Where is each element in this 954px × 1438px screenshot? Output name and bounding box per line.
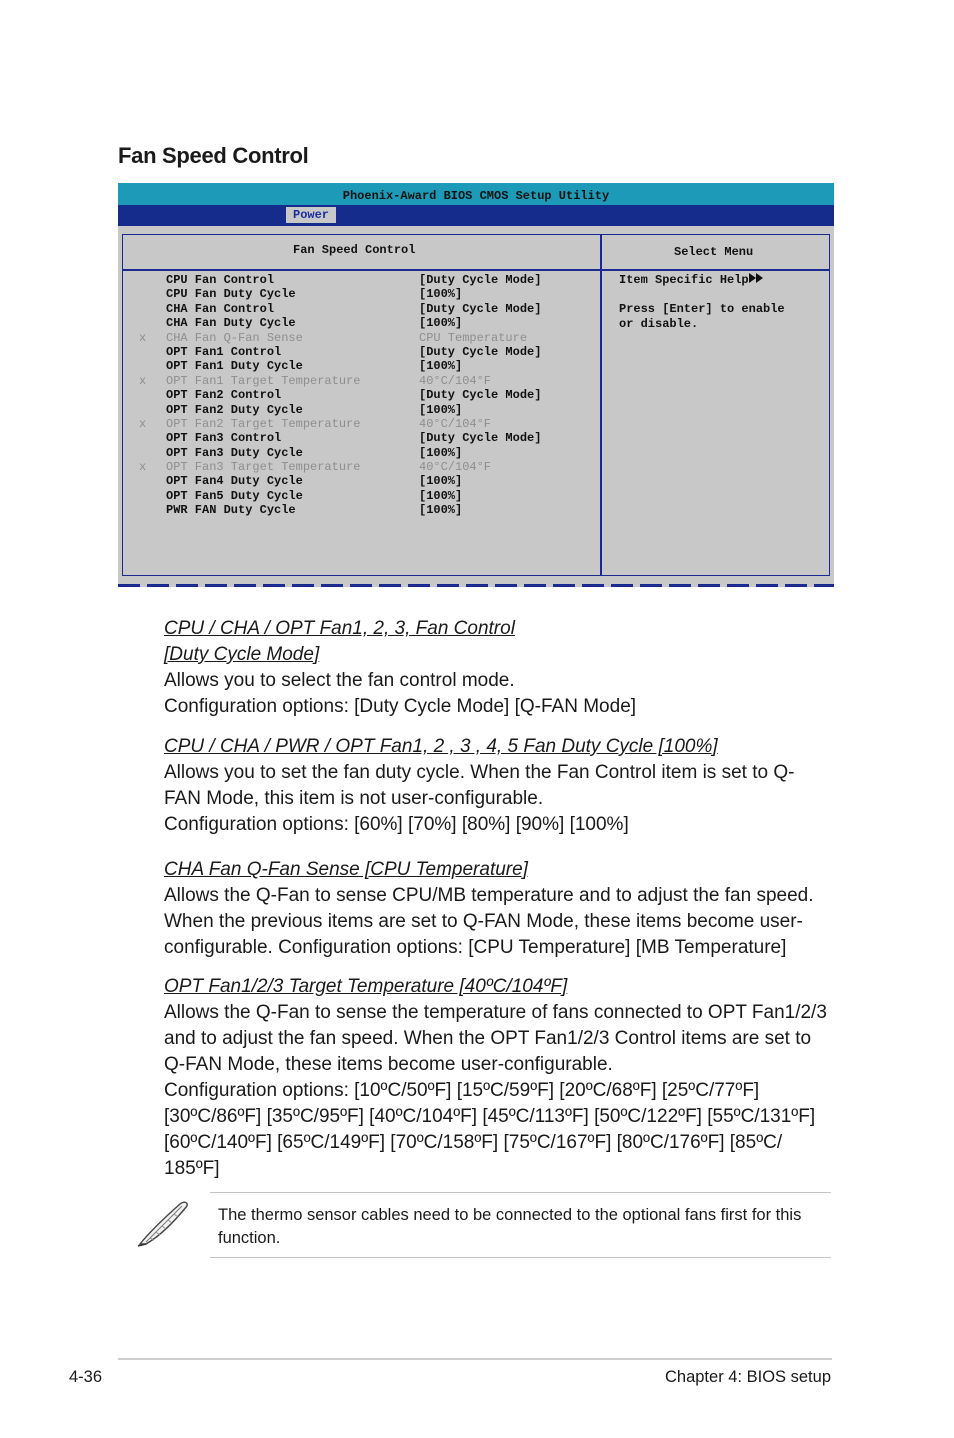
setting-label: OPT Fan1 Control: [166, 344, 282, 359]
help-line: or disable.: [619, 316, 699, 331]
setting-row-cpu-fan-duty-cycle[interactable]: [123, 287, 600, 301]
description-body: Allows the Q-Fan to sense CPU/MB temperature and to adjust the fan speed. When the previous items are set to Q-FAN Mode, these items become user-configurable. Configuration options: [CPU Temperature] [MB Temperature]: [164, 885, 814, 958]
setting-row-opt-fan3-control[interactable]: [123, 431, 600, 445]
tab-power[interactable]: Power: [286, 207, 336, 223]
setting-row-opt-fan4-duty-cycle[interactable]: [123, 474, 600, 488]
description-heading: CPU / CHA / PWR / OPT Fan1, 2 , 3 , 4, 5 Fan Duty Cycle [100%]: [164, 736, 718, 757]
settings-pane-title: Fan Speed Control: [293, 243, 416, 257]
setting-label: OPT Fan3 Target Temperature: [166, 460, 361, 475]
setting-row-opt-fan5-duty-cycle[interactable]: [123, 489, 600, 503]
setting-value: [100%]: [419, 287, 463, 302]
description-q-fan-sense: [164, 857, 836, 961]
help-line: Press [Enter] to enable: [619, 302, 785, 316]
setting-row-pwr-fan-duty-cycle[interactable]: [123, 503, 600, 517]
setting-row-opt-fan2-target-temperature: [123, 417, 600, 431]
setting-value: [100%]: [419, 359, 463, 374]
setting-row-cha-fan-duty-cycle[interactable]: [123, 316, 600, 330]
setting-label: OPT Fan4 Duty Cycle: [166, 474, 303, 489]
help-pane: [619, 273, 785, 331]
disabled-marker: x: [139, 416, 147, 431]
pane-divider-vertical: [600, 235, 602, 575]
setting-value: [Duty Cycle Mode]: [419, 388, 542, 403]
setting-row-opt-fan1-target-temperature: [123, 374, 600, 388]
help-pane-title: Select Menu: [674, 245, 754, 259]
disabled-marker: x: [139, 460, 147, 475]
help-blank: [619, 288, 785, 303]
description-heading: CPU / CHA / OPT Fan1, 2, 3, Fan Control: [164, 618, 515, 639]
setting-label: OPT Fan1 Duty Cycle: [166, 359, 303, 374]
setting-label: PWR FAN Duty Cycle: [166, 503, 296, 518]
description-body: Allows you to set the fan duty cycle. When the Fan Control item is set to Q-FAN Mode, this item is not user-configurable. Configuration options: [60%] [70%] [80%] [90%] [100%]: [164, 762, 795, 835]
setting-value: [100%]: [419, 445, 463, 460]
setting-label: CHA Fan Q-Fan Sense: [166, 330, 303, 345]
disabled-marker: x: [139, 373, 147, 388]
setting-value: [100%]: [419, 402, 463, 417]
pencil-note-icon: [134, 1198, 192, 1250]
setting-row-cha-fan-control[interactable]: [123, 302, 600, 316]
page-number: 4-36: [69, 1368, 103, 1386]
chapter-label: Chapter 4: BIOS setup: [664, 1368, 831, 1386]
help-heading: [619, 273, 785, 288]
setting-value: [100%]: [419, 474, 463, 489]
description-fan-duty-cycle: [164, 734, 804, 838]
description-body: Allows the Q-Fan to sense the temperature of fans connected to OPT Fan1/2/3 and to adjust the fan speed. When the OPT Fan1/2/3 Control items are set to Q-FAN Mode, these items become user-configurable. Configuration options: [10ºC/50ºF] [15ºC/59ºF] [20ºC/68ºF] [25ºC/77ºF] [30ºC/86ºF] [35ºC/95ºF] [40ºC/104ºF] [45ºC/113ºF] [50ºC/122ºF] [55ºC/131ºF] [60ºC/140ºF] [65ºC/149ºF] [70ºC/158ºF] [75ºC/167ºF] [80ºC/176ºF] [85ºC/ 185ºF]: [164, 1002, 827, 1179]
setting-value: [Duty Cycle Mode]: [419, 431, 542, 446]
description-heading: [Duty Cycle Mode]: [164, 644, 320, 665]
pane-divider-horizontal: [123, 269, 829, 271]
setting-label: CHA Fan Duty Cycle: [166, 316, 296, 331]
settings-list: [123, 273, 600, 518]
setting-value: 40°C/104°F: [419, 416, 492, 431]
setting-label: OPT Fan2 Control: [166, 388, 282, 403]
setting-row-opt-fan1-duty-cycle[interactable]: [123, 359, 600, 373]
bios-bottom-border: [118, 584, 834, 587]
setting-value: 40°C/104°F: [419, 460, 492, 475]
setting-value: CPU Temperature: [419, 330, 528, 345]
description-heading: OPT Fan1/2/3 Target Temperature [40ºC/104ºF]: [164, 976, 568, 997]
disabled-marker: x: [139, 330, 147, 345]
double-arrow-right-icon: [749, 273, 765, 283]
setting-label: CPU Fan Duty Cycle: [166, 287, 296, 302]
setting-row-opt-fan1-control[interactable]: [123, 345, 600, 359]
setting-row-opt-fan3-duty-cycle[interactable]: [123, 446, 600, 460]
setting-label: OPT Fan3 Control: [166, 431, 282, 446]
setting-value: [Duty Cycle Mode]: [419, 273, 542, 287]
setting-row-opt-fan3-target-temperature: [123, 460, 600, 474]
setting-row-opt-fan2-control[interactable]: [123, 388, 600, 402]
setting-row-opt-fan2-duty-cycle[interactable]: [123, 403, 600, 417]
description-heading: CHA Fan Q-Fan Sense [CPU Temperature]: [164, 859, 528, 880]
setting-row-cpu-fan-control[interactable]: [123, 273, 600, 287]
description-body: Allows you to select the fan control mode. Configuration options: [Duty Cycle Mode] [Q-FAN Mode]: [164, 670, 637, 717]
bios-frame: [122, 234, 830, 576]
setting-value: [Duty Cycle Mode]: [419, 301, 542, 316]
setting-value: [100%]: [419, 488, 463, 503]
bios-menu-bar: [118, 205, 834, 226]
setting-label: OPT Fan2 Duty Cycle: [166, 402, 303, 417]
setting-value: 40°C/104°F: [419, 373, 492, 388]
setting-value: [Duty Cycle Mode]: [419, 344, 542, 359]
help-heading-text: Item Specific Help: [619, 273, 749, 287]
setting-label: OPT Fan5 Duty Cycle: [166, 488, 303, 503]
setting-label: OPT Fan3 Duty Cycle: [166, 445, 303, 460]
description-target-temperature: [164, 974, 836, 1182]
description-fan-control: [164, 616, 844, 720]
bios-screen: [118, 183, 834, 587]
setting-label: CPU Fan Control: [166, 273, 275, 287]
setting-value: [100%]: [419, 316, 463, 331]
footer-divider: [118, 1358, 832, 1360]
setting-label: OPT Fan1 Target Temperature: [166, 373, 361, 388]
bios-utility-title: Phoenix-Award BIOS CMOS Setup Utility: [118, 183, 834, 205]
note-box: [210, 1192, 831, 1258]
note-text: The thermo sensor cables need to be connected to the optional fans first for this function.: [218, 1206, 802, 1247]
setting-label: CHA Fan Control: [166, 301, 275, 316]
setting-label: OPT Fan2 Target Temperature: [166, 416, 361, 431]
setting-row-cha-fan-q-fan-sense: [123, 331, 600, 345]
section-title: Fan Speed Control: [118, 143, 309, 168]
setting-value: [100%]: [419, 503, 463, 518]
